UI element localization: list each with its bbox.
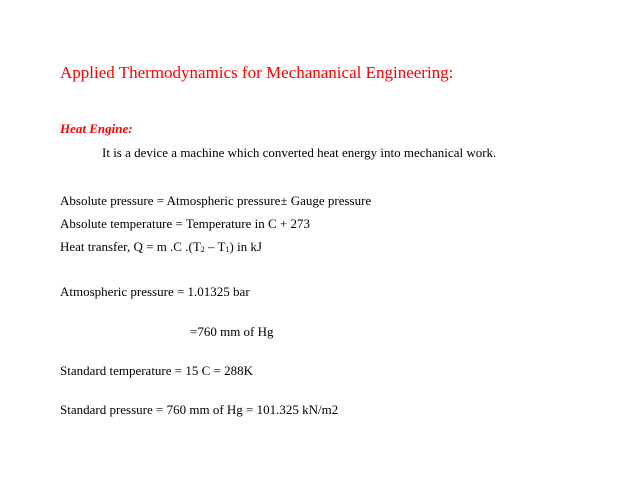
- heat-transfer-equation: [60, 239, 262, 258]
- standard-pressure: Standard pressure = 760 mm of Hg = 101.325 kN/m2: [60, 402, 339, 417]
- heat-transfer-prefix: Heat transfer, Q = m .C .: [60, 239, 189, 254]
- subscript-1: 1: [225, 245, 230, 254]
- slide-title: Applied Thermodynamics for Mechananical Engineering:: [60, 63, 454, 82]
- absolute-temperature-equation: Absolute temperature = Temperature in C + 273: [60, 216, 310, 231]
- heat-transfer-suffix: ) in kJ: [229, 239, 262, 254]
- standard-temperature: Standard temperature = 15 C = 288K: [60, 363, 254, 378]
- heat-engine-heading: Heat Engine:: [60, 121, 133, 136]
- heat-engine-definition: It is a device a machine which converted heat energy into mechanical work.: [102, 145, 497, 160]
- subscript-2: 2: [200, 245, 205, 254]
- heat-transfer-minus: – T: [204, 239, 226, 254]
- atmospheric-pressure-bar: Atmospheric pressure = 1.01325 bar: [60, 284, 250, 299]
- heat-transfer-open: (T: [188, 239, 201, 254]
- atmospheric-pressure-hg: =760 mm of Hg: [190, 324, 274, 339]
- absolute-pressure-equation: Absolute pressure = Atmospheric pressure± Gauge pressure: [60, 193, 372, 208]
